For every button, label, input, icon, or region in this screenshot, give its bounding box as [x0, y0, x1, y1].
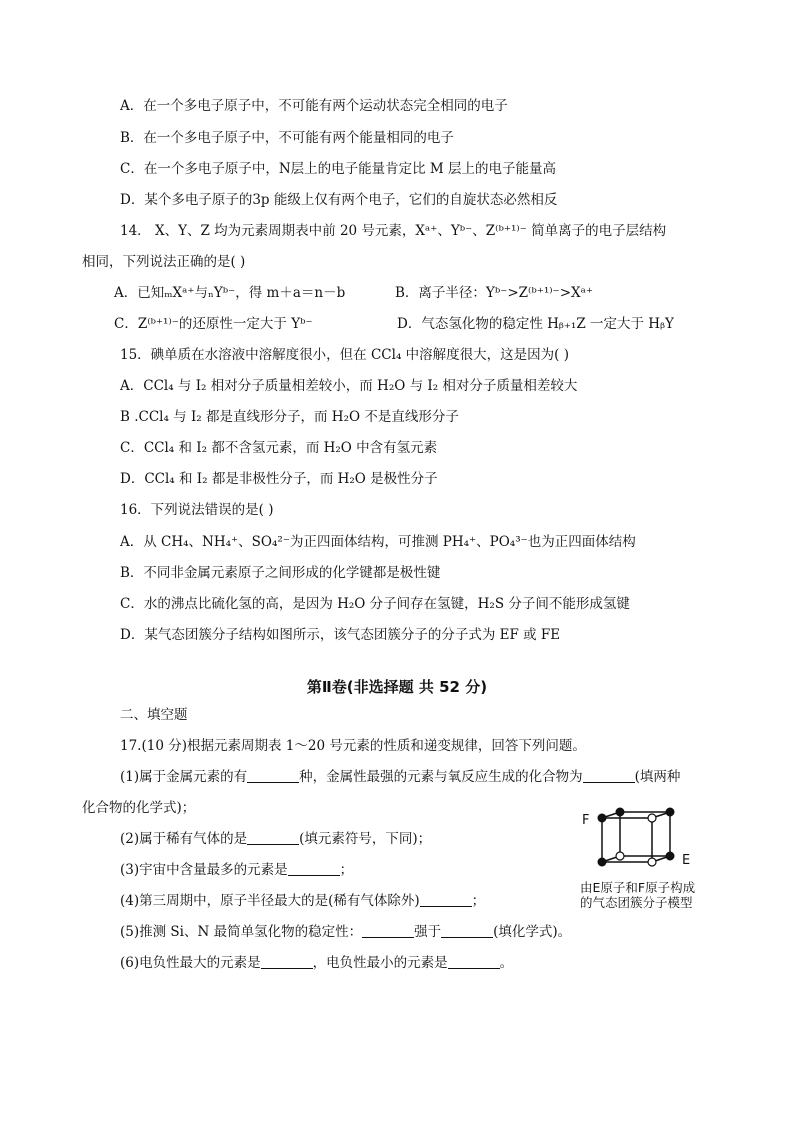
f-atom: [598, 858, 606, 866]
q14-stem-line1: 14． X、Y、Z 均为元素周期表中前 20 号元素，Xᵃ⁺、Yᵇ⁻、Z⁽ᵇ⁺¹⁾⁻ 简单离子的电子层结构: [120, 223, 667, 239]
q13-option-a: A．在一个多电子原子中，不可能有两个运动状态完全相同的电子: [120, 98, 508, 114]
q15-option-a: A．CCl₄ 与 I₂ 相对分子质量相差较小，而 H₂O 与 I₂ 相对分子质量相差较大: [120, 378, 578, 394]
q17-stem: 17.(10 分)根据元素周期表 1～20 号元素的性质和递变规律，回答下列问题。: [120, 738, 586, 754]
q17-part1: [120, 768, 680, 786]
label-f: F: [582, 813, 590, 828]
q13-option-c: C．在一个多电子原子中，N层上的电子能量肯定比 M 层上的电子能量高: [120, 161, 557, 177]
q17-part3: [120, 861, 353, 879]
q16-option-d: D．某气态团簇分子结构如图所示，该气态团簇分子的分子式为 EF 或 FE: [120, 627, 561, 643]
q17-blank-3[interactable]: [288, 861, 340, 876]
e-atom: [648, 814, 656, 822]
q17-part1-cont: 化合物的化学式)；: [82, 800, 196, 816]
q15-option-c: C．CCl₄ 和 I₂ 都不含氢元素，而 H₂O 中含有氢元素: [120, 440, 438, 456]
q17-blank-5b[interactable]: [441, 923, 493, 938]
q17-blank-1a[interactable]: [247, 768, 299, 783]
q17-part6-text-c: 。: [499, 955, 514, 971]
figure-caption-line1: 由E原子和F原子构成: [580, 880, 696, 895]
section-title: 第Ⅱ卷(非选择题 共 52 分): [306, 678, 488, 696]
q17-part5: [120, 923, 571, 941]
q17-part4-text-a: (4)第三周期中，原子半径最大的是(稀有气体除外): [120, 893, 420, 909]
q17-part2-text-b: (填元素符号，下同)；: [299, 831, 432, 847]
q17-part5-text-c: (填化学式)。: [493, 924, 572, 940]
q17-part4: [120, 892, 485, 910]
f-atom: [598, 814, 606, 822]
q17-part3-text-a: (3)宇宙中含量最多的元素是: [120, 862, 288, 878]
q17-blank-5a[interactable]: [362, 923, 414, 938]
q17-part6-text-b: ，电负性最小的元素是: [312, 955, 448, 971]
q15-option-b: B .CCl₄ 与 I₂ 都是直线形分子，而 H₂O 不是直线形分子: [120, 409, 459, 425]
q17-blank-6a[interactable]: [261, 954, 313, 969]
q16-option-a: A．从 CH₄、NH₄⁺、SO₄²⁻为正四面体结构，可推测 PH₄⁺、PO₄³⁻也为正四面体结构: [120, 534, 636, 550]
f-atom: [666, 852, 674, 860]
q17-part6-text-a: (6)电负性最大的元素是: [120, 955, 261, 971]
q17-blank-2[interactable]: [247, 830, 299, 845]
figure-caption: [580, 880, 720, 910]
q16-option-c: C．水的沸点比硫化氢的高，是因为 H₂O 分子间存在氢键，H₂S 分子间不能形成氢键: [120, 596, 630, 612]
q14-option-a: A．已知ₘXᵃ⁺与ₙYᵇ⁻，得 m＋a＝n－b: [114, 285, 346, 301]
e-atom: [648, 858, 656, 866]
q17-blank-1b[interactable]: [583, 768, 635, 783]
q13-option-b: B．在一个多电子原子中，不可能有两个能量相同的电子: [120, 130, 454, 146]
figure-caption-line2: 的气态团簇分子模型: [580, 895, 693, 910]
q17-blank-4[interactable]: [420, 892, 472, 907]
q17-part1-text-c: (填两种: [634, 769, 681, 785]
q17-part4-text-b: ；: [471, 893, 486, 909]
q14-option-b: B．离子半径：Yᵇ⁻>Z⁽ᵇ⁺¹⁾⁻>Xᵃ⁺: [395, 285, 593, 301]
label-e: E: [682, 853, 691, 868]
q17-part1-text-b: 种，金属性最强的元素与氧反应生成的化合物为: [299, 769, 583, 785]
q17-part5-text-b: 强于: [414, 924, 442, 940]
q14-option-c: C．Z⁽ᵇ⁺¹⁾⁻的还原性一定大于 Yᵇ⁻: [114, 316, 313, 332]
f-atom: [666, 808, 674, 816]
q17-part5-text-a: (5)推测 Si、N 最简单氢化物的稳定性：: [120, 924, 363, 940]
q17-part2-text-a: (2)属于稀有气体的是: [120, 831, 248, 847]
q17-part6: [120, 954, 513, 972]
q14-stem-line2: 相同，下列说法正确的是( ): [82, 254, 246, 270]
q13-option-d: D．某个多电子原子的3p 能级上仅有两个电子，它们的自旋状态必然相反: [120, 192, 558, 208]
q17-blank-6b[interactable]: [448, 954, 500, 969]
q15-stem: 15．碘单质在水溶液中溶解度很小，但在 CCl₄ 中溶解度很大，这是因为( ): [120, 347, 569, 363]
q16-stem: 16．下列说法错误的是( ): [120, 502, 274, 518]
q16-option-b: B．不同非金属元素原子之间形成的化学键都是极性键: [120, 565, 441, 581]
e-atom: [616, 852, 624, 860]
section-subtitle: 二、填空题: [120, 707, 188, 723]
q17-part3-text-b: ；: [339, 862, 354, 878]
q17-part1-text-a: (1)属于金属元素的有: [120, 769, 248, 785]
f-atom: [616, 808, 624, 816]
q17-part2: [120, 830, 431, 848]
q15-option-d: D．CCl₄ 和 I₂ 都是非极性分子，而 H₂O 是极性分子: [120, 471, 438, 487]
q14-option-d: D．气态氢化物的稳定性 Hᵦ₊₁Z 一定大于 HᵦY: [397, 316, 674, 332]
